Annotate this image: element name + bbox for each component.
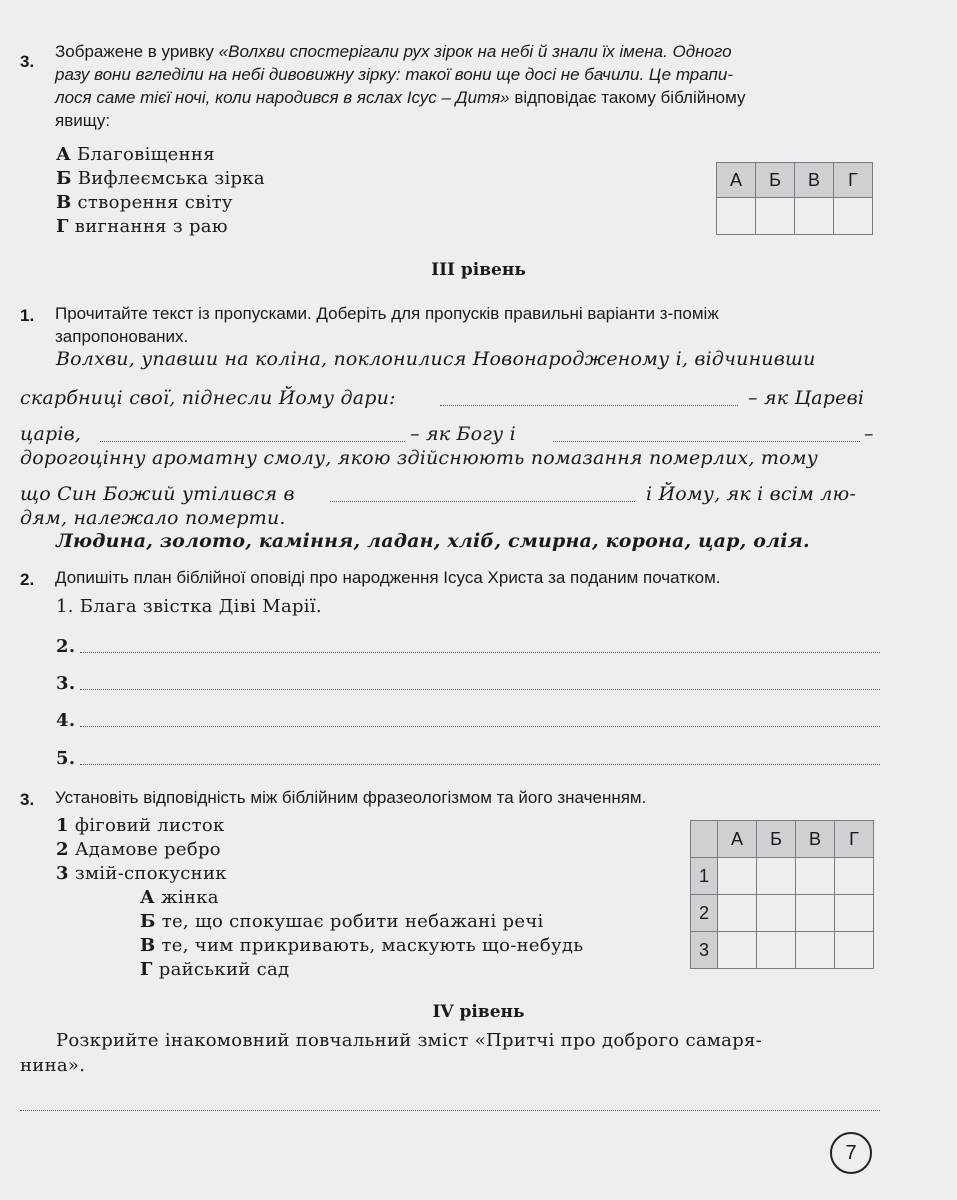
page-number: 7: [830, 1132, 872, 1174]
grid-header: Г: [835, 821, 874, 858]
grid-row-label: 1: [691, 858, 718, 895]
question-text: [55, 40, 895, 132]
answer-cell[interactable]: [835, 932, 874, 969]
blank-line[interactable]: [330, 501, 635, 502]
answer-cell[interactable]: [835, 895, 874, 932]
option-text: жінка: [161, 887, 219, 908]
blank-line[interactable]: [80, 689, 880, 690]
task-text: Розкрийте інакомовний повчальний зміст «Притчі про доброго самаря-: [56, 1030, 763, 1051]
match-right-item: [140, 935, 583, 959]
option-text: вигнання з раю: [74, 216, 228, 237]
fill-text-line: дорогоцінну ароматну смолу, якою здійснюють помазання померлих, тому: [20, 447, 818, 469]
section-heading: III рівень: [431, 260, 526, 280]
plan-item-number: 3.: [56, 673, 76, 694]
question-number: 1.: [20, 306, 35, 325]
answer-cell[interactable]: [717, 198, 756, 235]
option-text: те, чим прикривають, маскують що-небудь: [161, 935, 584, 956]
fill-text-line: дям, належало померти.: [20, 507, 286, 529]
item-number: 3: [56, 863, 69, 884]
grid-row-label: 3: [691, 932, 718, 969]
option-text: створення світу: [77, 192, 233, 213]
option-letter: Г: [56, 216, 69, 237]
match-right-item: [140, 959, 583, 983]
option-text: райський сад: [158, 959, 290, 980]
match-left-item: [56, 839, 227, 863]
option-text: Благовіщення: [77, 144, 215, 165]
option-letter: А: [140, 887, 155, 908]
grid-header: Г: [834, 163, 873, 198]
quote-text: разу вони вгледіли на небі дивовижну зірку: такої вони ще досі не бачили. Це трапи-: [55, 65, 733, 84]
answer-cell[interactable]: [796, 932, 835, 969]
word-bank: Людина, золото, каміння, ладан, хліб, смирна, корона, цар, олія.: [56, 530, 810, 552]
match-right-item: [140, 887, 583, 911]
item-text: фіговий листок: [74, 815, 225, 836]
answer-option: [56, 216, 265, 240]
plan-item-number: 5.: [56, 748, 76, 769]
item-number: 2: [56, 839, 69, 860]
question-number: 3.: [20, 790, 35, 809]
grid-header: В: [796, 821, 835, 858]
answer-cell[interactable]: [756, 198, 795, 235]
answer-grid: [716, 162, 873, 235]
grid-row-label: 2: [691, 895, 718, 932]
answer-options: [56, 144, 265, 240]
answer-option: [56, 192, 265, 216]
fill-text-line: що Син Божий утілився в: [20, 483, 295, 505]
grid-header: А: [717, 163, 756, 198]
question-text: [55, 302, 895, 348]
blank-line[interactable]: [553, 441, 860, 442]
grid-header: В: [795, 163, 834, 198]
answer-cell[interactable]: [757, 932, 796, 969]
quote-text: «Волхви спостерігали рух зірок на небі й знали їх імена. Одного: [218, 42, 732, 61]
option-letter: Б: [140, 911, 156, 932]
fill-text-line: – як Цареві: [748, 387, 865, 409]
fill-text-line: скарбниці свої, піднесли Йому дари:: [20, 387, 396, 409]
option-letter: Б: [56, 168, 72, 189]
plan-item-number: 2.: [56, 636, 76, 657]
blank-line[interactable]: [440, 405, 738, 406]
match-left-list: [56, 815, 227, 887]
fill-text-line: царів,: [20, 423, 82, 445]
plan-item-number: 4.: [56, 710, 76, 731]
question-text-line: Прочитайте текст із пропусками. Доберіть для пропусків правильні варіанти з-поміж: [55, 304, 719, 323]
item-number: 1: [56, 815, 69, 836]
answer-cell[interactable]: [796, 858, 835, 895]
question-text: Допишіть план біблійної оповіді про народження Ісуса Христа за поданим початком.: [55, 568, 721, 587]
item-text: Адамове ребро: [74, 839, 221, 860]
match-left-item: [56, 863, 227, 887]
section-heading: IV рівень: [432, 1002, 525, 1022]
blank-line[interactable]: [80, 652, 880, 653]
blank-line[interactable]: [80, 764, 880, 765]
fill-text-line: Волхви, упавши на коліна, поклонилися Новонародженому і, відчинивши: [56, 348, 816, 370]
match-right-item: [140, 911, 583, 935]
question-text-plain: відповідає такому біблійному: [509, 88, 746, 107]
answer-cell[interactable]: [718, 932, 757, 969]
question-number: 2.: [20, 570, 35, 589]
answer-option: [56, 144, 265, 168]
option-text: Вифлеємська зірка: [77, 168, 265, 189]
match-left-item: [56, 815, 227, 839]
answer-cell[interactable]: [834, 198, 873, 235]
answer-cell[interactable]: [718, 858, 757, 895]
answer-option: [56, 168, 265, 192]
option-letter: В: [140, 935, 156, 956]
item-text: змій-спокусник: [74, 863, 227, 884]
fill-text-line: – як Богу і: [410, 423, 516, 445]
grid-header: Б: [757, 821, 796, 858]
question-text-line: запропонованих.: [55, 327, 189, 346]
answer-cell[interactable]: [796, 895, 835, 932]
answer-cell[interactable]: [757, 858, 796, 895]
option-letter: Г: [140, 959, 153, 980]
task-text: нина».: [20, 1055, 86, 1076]
answer-cell[interactable]: [835, 858, 874, 895]
question-number: 3.: [20, 52, 35, 71]
question-text: Установіть відповідність між біблійним фразеологізмом та його значенням.: [55, 788, 647, 807]
quote-text: лося саме тієї ночі, коли народився в яслах Ісус – Дитя»: [55, 88, 510, 107]
question-text-plain: явищу:: [55, 111, 111, 130]
match-grid: [690, 820, 874, 969]
answer-cell[interactable]: [757, 895, 796, 932]
fill-text-line: –: [864, 423, 874, 445]
match-right-list: [140, 887, 583, 983]
answer-line[interactable]: [20, 1110, 880, 1111]
grid-corner: [691, 821, 718, 858]
blank-line[interactable]: [100, 441, 405, 442]
option-letter: А: [56, 144, 71, 165]
option-letter: В: [56, 192, 72, 213]
fill-text-line: і Йому, як і всім лю-: [646, 483, 857, 505]
grid-header: А: [718, 821, 757, 858]
answer-cell[interactable]: [718, 895, 757, 932]
answer-cell[interactable]: [795, 198, 834, 235]
plan-item: 1. Блага звістка Діві Марії.: [56, 596, 322, 617]
option-text: те, що спокушає робити небажані речі: [161, 911, 544, 932]
blank-line[interactable]: [80, 726, 880, 727]
grid-header: Б: [756, 163, 795, 198]
question-text-plain: Зображене в уривку: [55, 42, 219, 61]
